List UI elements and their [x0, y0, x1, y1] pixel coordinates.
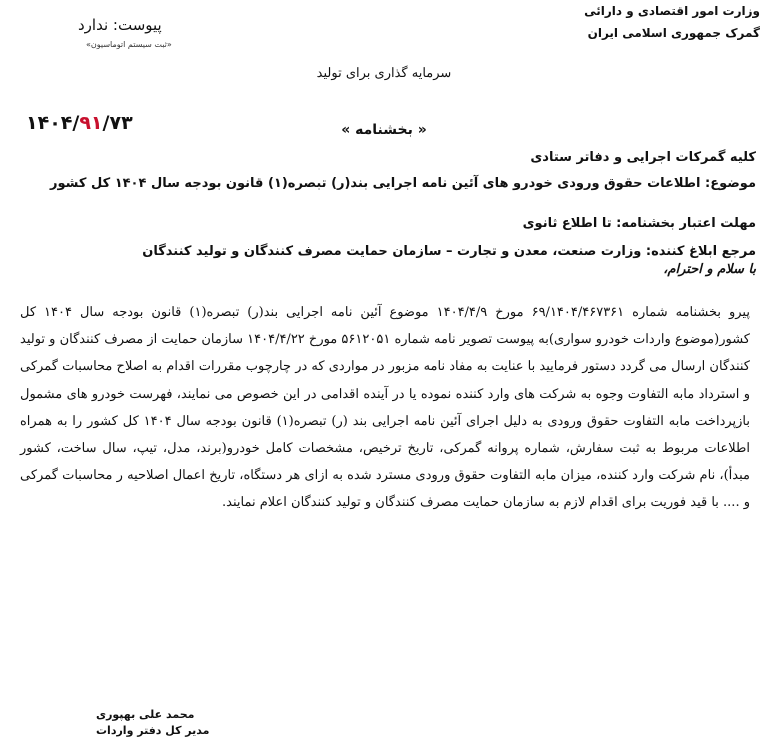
- recipient: کلیه گمرکات اجرایی و دفاتر ستادی: [530, 150, 756, 165]
- validity-deadline: مهلت اعتبار بخشنامه: تا اطلاع ثانوی: [522, 216, 756, 231]
- letter-number-seq: /۷۳: [102, 112, 133, 134]
- issuing-reference: مرجع ابلاغ کننده: وزارت صنعت، معدن و تجارت – سازمان حمایت مصرف کنندگان و تولید کنندگان: [142, 244, 756, 259]
- organization-ministry: وزارت امور اقتصادی و دارائی: [584, 4, 760, 18]
- letter-number-year: ۱۴۰۴/: [26, 112, 80, 134]
- signer-title: مدیر کل دفتر واردات: [96, 724, 210, 737]
- circular-title: « بخشنامه »: [341, 122, 427, 138]
- handwritten-greeting: با سلام و احترام،: [663, 262, 756, 277]
- motto: سرمایه گذاری برای تولید: [316, 66, 452, 81]
- attachment-note: «ثبت سیستم اتوماسیون»: [86, 40, 172, 49]
- organization-customs: گمرک جمهوری اسلامی ایران: [587, 26, 760, 40]
- letter-body: پیرو بخشنامه شماره ۶۹/۱۴۰۴/۴۶۷۳۶۱ مورخ ۱۴۰۴/۴/۹ موضوع آئین نامه اجرایی بند(ر) تبصره(۱) قانون بودجه سال ۱۴۰۴ کل کشور(موضوع واردات خودرو سواری)به پیوست تصویر نامه شماره ۵۶۱۲۰۵۱ مورخ ۱۴۰۴/۴/۲۲ سازمان حمایت از مصرف کنندگان و تولید کنندگان ارسال می گردد دستور فرمایید با عنایت به مفاد نامه مزبور در مواردی که در چارچوب مقررات اقدام به اصلاح محاسبات گمرکی و استرداد مابه التفاوت وجوه به شرکت های وارد کننده نموده یا در آینده اقدامی در این خصوص می نمایند، فهرست خودرو های مشمول بازپرداخت مابه التفاوت حقوق ورودی به دلیل اجرای آئین نامه اجرایی بند (ر) تبصره(۱) قانون بودجه سال ۱۴۰۴ کل کشور را به همراه اطلاعات مربوط به ثبت سفارش، شماره پروانه گمرکی، تاریخ ترخیص، مشخصات کامل خودرو(برند، مدل، تیپ، سال ساخت، کشور مبدأ)، نام شرکت وارد کننده، میزان مابه التفاوت حقوق ورودی مسترد شده به ازای هر دستگاه، تاریخ اعمال اصلاحیه ر محاسبات گمرکی و .... با قید فوریت برای اقدام لازم به سازمان حمایت مصرف کنندگان و تولید کنندگان اعلام نمایند.: [20, 305, 751, 511]
- subject-line: موضوع: اطلاعات حقوق ورودی خودرو های آئین نامه اجرایی بند(ر) تبصره(۱) قانون بودجه سال ۱۴۰۴ کل کشور: [50, 176, 756, 191]
- attachment-label: پیوست: ندارد: [78, 16, 162, 34]
- letter-number-code: ۹۱: [79, 112, 103, 134]
- signer-name: محمد علی بهپوری: [96, 708, 195, 721]
